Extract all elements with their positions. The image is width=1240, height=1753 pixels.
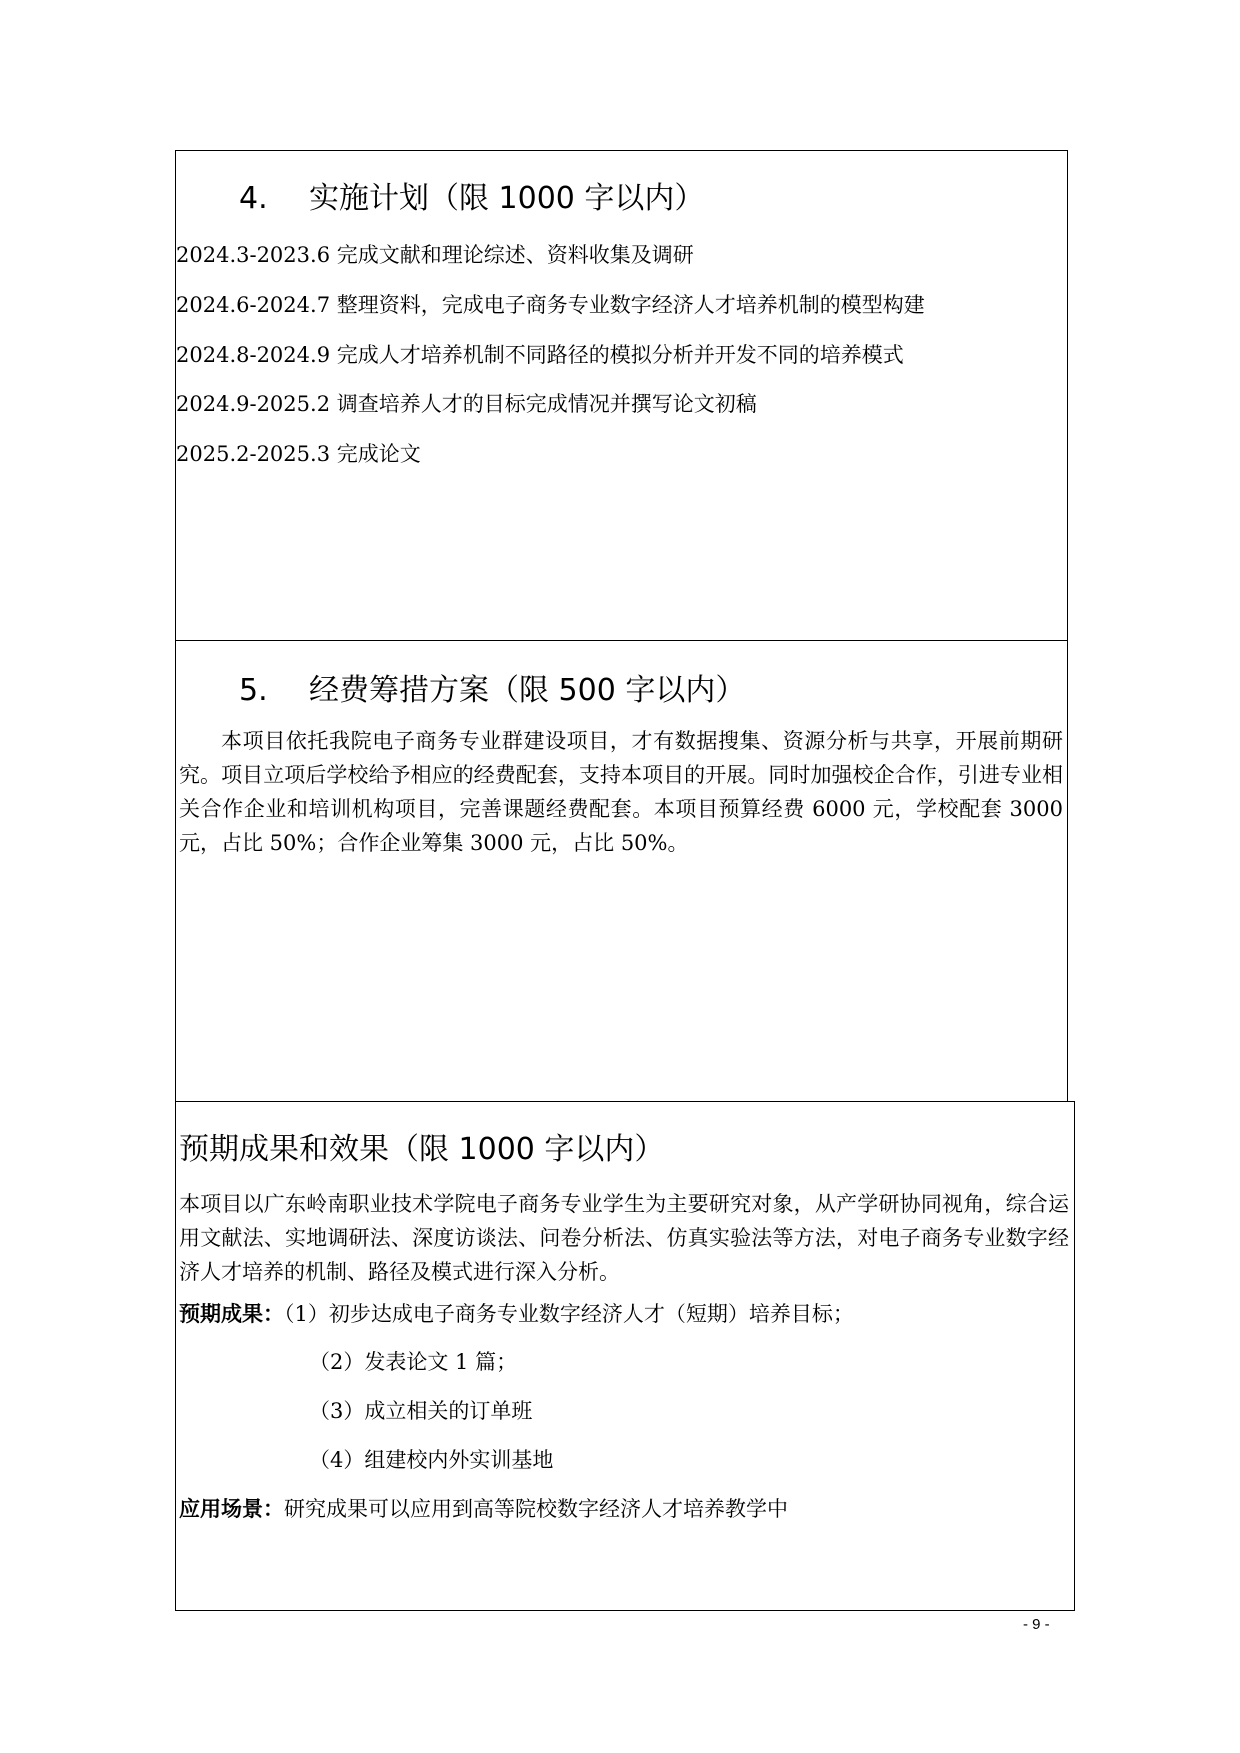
page-number: - 9 - — [1023, 1616, 1050, 1633]
scenario-text: 研究成果可以应用到高等院校数字经济人才培养教学中 — [284, 1497, 788, 1521]
scenario-line — [179, 1494, 788, 1524]
funding-text: 本项目依托我院电子商务专业群建设项目，才有数据搜集、资源分析与共享，开展前期研究。项目立项后学校给予相应的经费配套，支持本项目的开展。同时加强校企合作，引进专业相关合作企业和培训机构项目，完善课题经费配套。本项目预算经费 6000 元，学校配套 3000 元，占比 50%；合作企业筹集 3000 元，占比 50%。 — [179, 729, 1063, 855]
section-4-title: 实施计划（限 1000 字以内） — [309, 181, 705, 216]
section-5-title: 经费筹措方案（限 500 字以内） — [309, 673, 746, 708]
plan-item: 2025.2-2025.3 完成论文 — [176, 442, 421, 466]
funding-plan-section — [175, 641, 1068, 1102]
implementation-plan-section — [175, 150, 1068, 641]
funding-paragraph — [179, 724, 1063, 860]
section-5-heading — [239, 673, 745, 709]
plan-item: 2024.6-2024.7 整理资料，完成电子商务专业数字经济人才培养机制的模型构建 — [176, 293, 925, 317]
section-6-title: 预期成果和效果（限 1000 字以内） — [179, 1132, 665, 1167]
section-4-number: 4. — [239, 181, 268, 216]
outcome-line-1 — [179, 1299, 854, 1329]
plan-item: 2024.9-2025.2 调查培养人才的目标完成情况并撰写论文初稿 — [176, 392, 757, 416]
outcomes-label: 预期成果： — [179, 1302, 284, 1326]
results-intro — [179, 1187, 1069, 1289]
outcome-item: （1）初步达成电子商务专业数字经济人才（短期）培养目标； — [284, 1302, 854, 1326]
section-4-heading — [239, 181, 704, 217]
expected-results-section — [175, 1101, 1075, 1611]
outcome-item: （2）发表论文 1 篇； — [309, 1350, 518, 1374]
outcome-item: （4）组建校内外实训基地 — [309, 1448, 554, 1472]
plan-item: 2024.3-2023.6 完成文献和理论综述、资料收集及调研 — [176, 243, 694, 267]
scenario-label: 应用场景： — [179, 1497, 284, 1521]
section-5-number: 5. — [239, 673, 268, 708]
results-intro-text: 本项目以广东岭南职业技术学院电子商务专业学生为主要研究对象，从产学研协同视角，综合运用文献法、实地调研法、深度访谈法、问卷分析法、仿真实验法等方法，对电子商务专业数字经济人才培养的机制、路径及模式进行深入分析。 — [179, 1192, 1069, 1284]
plan-item: 2024.8-2024.9 完成人才培养机制不同路径的模拟分析并开发不同的培养模式 — [176, 343, 904, 367]
outcome-item: （3）成立相关的订单班 — [309, 1399, 533, 1423]
